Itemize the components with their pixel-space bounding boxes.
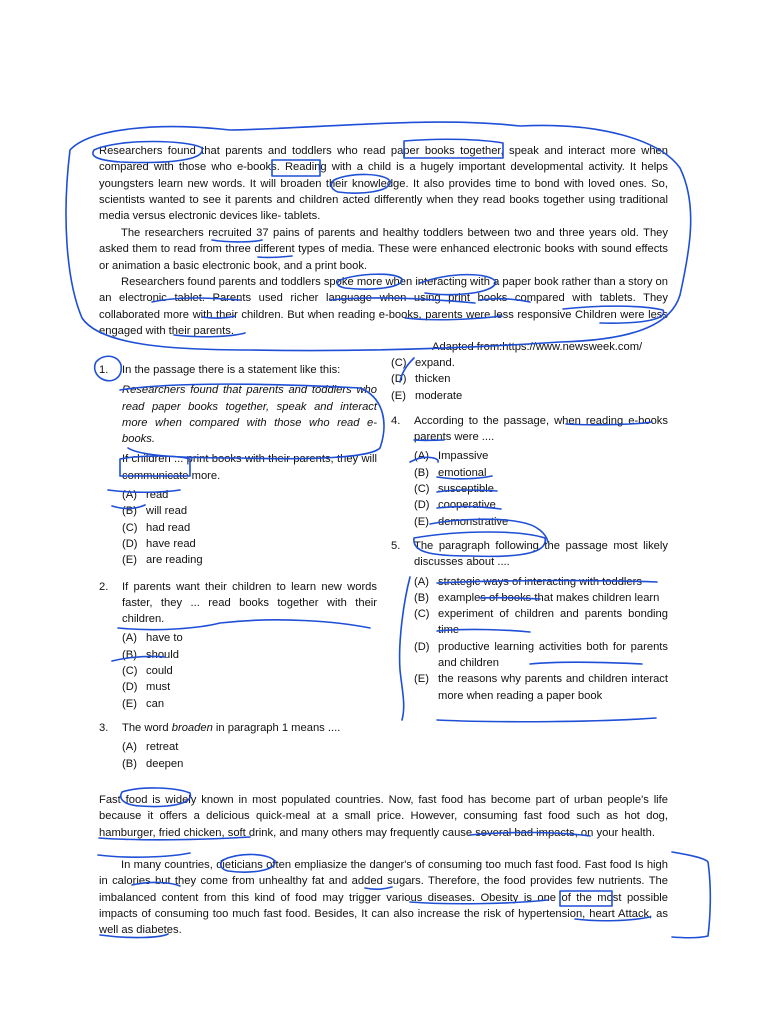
option-text: thicken — [415, 373, 451, 386]
stem-keyword: broaden — [171, 721, 213, 734]
passage1-paragraph-1: Researchers found that parents and toddlers who read paper books together, speak and interact more when compared with those who e-books. Reading with a child is a hugely important developmental activity. It helps youngsters learn new words. It will broaden their knowledge. It also provides time to bond with loved ones. So, scientists wanted to see it parents and children acted differently when they read books together using traditional media versus electronic devices like- tablets. — [99, 145, 668, 223]
option[interactable] — [122, 739, 377, 755]
option-text: strategic ways of interacting with toddlers — [438, 575, 642, 588]
question-3-options-continued — [391, 355, 668, 404]
option[interactable] — [414, 448, 668, 464]
question-stem: The paragraph following the passage most likely discusses about .... — [414, 539, 668, 569]
question-number: 4. — [391, 414, 401, 427]
option-text: susceptible — [438, 483, 494, 496]
option[interactable] — [414, 639, 668, 672]
option-text: examples of books that makes children learn — [438, 591, 660, 604]
question-stem: If parents want their children to learn new words faster, they ... read books together with their children. — [122, 580, 377, 626]
questions-right-column — [391, 355, 668, 704]
option-letter: (B) — [122, 757, 137, 770]
option-letter: (E) — [122, 697, 137, 710]
question-stem: According to the passage, when reading e-books parents were .... — [414, 414, 668, 444]
option[interactable] — [414, 497, 668, 513]
question-stem-blank: If children ... print books with their parents, they will communicate more. — [122, 453, 377, 482]
option[interactable] — [414, 671, 668, 704]
option-letter: (E) — [391, 389, 406, 402]
option-text: demonstrative — [438, 515, 509, 528]
question-1 — [99, 362, 377, 569]
option-letter: (A) — [122, 741, 137, 754]
option-letter: (B) — [414, 591, 429, 604]
option[interactable] — [414, 574, 668, 590]
question-number: 2. — [99, 580, 109, 593]
option-text: should — [146, 648, 179, 661]
options-list — [122, 739, 377, 772]
option-letter: (A) — [414, 575, 429, 588]
option[interactable] — [414, 514, 668, 530]
option-text: are reading — [146, 554, 203, 567]
option[interactable] — [391, 371, 668, 387]
option-text: have to — [146, 632, 183, 645]
option[interactable] — [122, 696, 377, 712]
option[interactable] — [391, 388, 668, 404]
option[interactable] — [122, 552, 377, 568]
option-letter: (D) — [122, 537, 138, 550]
option-text: cooperative — [438, 499, 496, 512]
question-stem — [122, 720, 377, 736]
option-text: must — [146, 681, 171, 694]
option-letter: (E) — [414, 673, 429, 686]
option-text: will read — [146, 505, 188, 518]
option[interactable] — [122, 536, 377, 552]
options-list — [414, 574, 668, 704]
option[interactable] — [122, 630, 377, 646]
option-text: productive learning activities both for parents and children — [438, 640, 668, 670]
option-text: read — [146, 489, 169, 502]
options-list — [122, 487, 377, 568]
stem-text: The word — [122, 721, 172, 734]
option[interactable] — [122, 487, 377, 503]
option-text: moderate — [415, 389, 463, 402]
option[interactable] — [414, 481, 668, 497]
option-text: experiment of children and parents bonding time — [438, 608, 668, 637]
options-list — [414, 448, 668, 529]
option-letter: (C) — [122, 521, 138, 534]
option[interactable] — [122, 663, 377, 679]
question-number: 1. — [99, 364, 109, 376]
option-text: emotional — [438, 466, 487, 479]
option-letter: (C) — [414, 608, 430, 621]
options-list — [122, 630, 377, 711]
question-stem: In the passage there is a statement like this: — [122, 364, 341, 376]
option-letter: (B) — [414, 466, 429, 479]
option[interactable] — [414, 606, 668, 639]
option-letter: (D) — [391, 373, 407, 386]
question-4 — [391, 413, 668, 530]
source-citation: Adapted from:https://www.newsweek.com/ — [432, 341, 643, 353]
option-text: have read — [146, 537, 196, 550]
option-text: can — [146, 697, 165, 710]
question-5 — [391, 538, 668, 704]
option-letter: (C) — [414, 483, 430, 496]
question-2 — [99, 579, 377, 712]
option-text: the reasons why parents and children interact more when reading a paper book — [438, 673, 668, 702]
option-letter: (B) — [122, 648, 137, 661]
ink-bracket-right-passage2 — [672, 852, 710, 938]
option-letter: (D) — [414, 640, 430, 653]
option-letter: (A) — [414, 450, 429, 463]
option-letter: (D) — [414, 499, 430, 512]
option-letter: (A) — [122, 632, 137, 645]
passage2-paragraph-1: Fast food is widely known in most populated countries. Now, fast food has become part of urban people's life because it offers a delicious quick-meal at a small price. However, consuming fast food such as hot dog, hamburger, fried chicken, soft drink, and many others may frequently cause several bad impacts, on your health. — [99, 794, 668, 839]
question-quote: Researchers found that parents and toddlers who read paper books together, speak and interact more when compared with those who read e-books. — [122, 384, 377, 446]
option-text: could — [146, 665, 173, 678]
option-letter: (A) — [122, 489, 137, 502]
option[interactable] — [391, 355, 668, 371]
option-letter: (E) — [122, 554, 137, 567]
option-text: deepen — [146, 757, 184, 770]
passage1-paragraph-2: The researchers recruited 37 pains of parents and healthy toddlers between two and three years old. They asked them to read from three different types of media. These were enhanced electronic books with sound effects or animation a basic electronic book, and a print book. — [99, 227, 668, 272]
option-letter: (B) — [122, 505, 137, 518]
passage1-paragraph-3: Researchers found parents and toddlers spoke more when interacting with a paper book rather than a story on an electronic tablet. Parents used richer language when using print books compared with tablets. They collaborated more with their children. But when reading e-books, parents were less responsive Children were less engaged with their parents. — [99, 276, 668, 337]
option[interactable] — [414, 590, 668, 606]
option[interactable] — [122, 647, 377, 663]
option-letter: (C) — [391, 357, 407, 369]
option[interactable] — [122, 503, 377, 519]
ink-underline-e — [437, 718, 656, 722]
option[interactable] — [122, 520, 377, 536]
question-3 — [99, 720, 377, 772]
option-text: expand. — [415, 357, 455, 369]
option[interactable] — [414, 465, 668, 481]
option-text: had read — [146, 521, 191, 534]
option-text: Impassive — [438, 450, 489, 463]
option-text: retreat — [146, 741, 179, 754]
option-letter: (C) — [122, 665, 138, 678]
passage2-paragraph-2: In many countries, dieticians often empliasize the danger's of consuming too much fast food. Fast food Is high in calories but they come from unhealthy fat and added sugars. Therefore, the food provides few nutrients. The imbalanced content from this kind of food may trigger various diseases. Obesity is one of the most possible impacts of consuming too much fast food. Besides, It can also increase the risk of hypertension, heart Attack, as well as diabetes. — [99, 859, 668, 937]
question-number: 5. — [391, 539, 401, 552]
questions-left-column — [99, 362, 377, 772]
question-number: 3. — [99, 721, 109, 734]
option-letter: (D) — [122, 681, 138, 694]
option[interactable] — [122, 679, 377, 695]
option[interactable] — [122, 756, 377, 772]
option-letter: (E) — [414, 515, 429, 528]
stem-text: in paragraph 1 means .... — [212, 721, 341, 734]
